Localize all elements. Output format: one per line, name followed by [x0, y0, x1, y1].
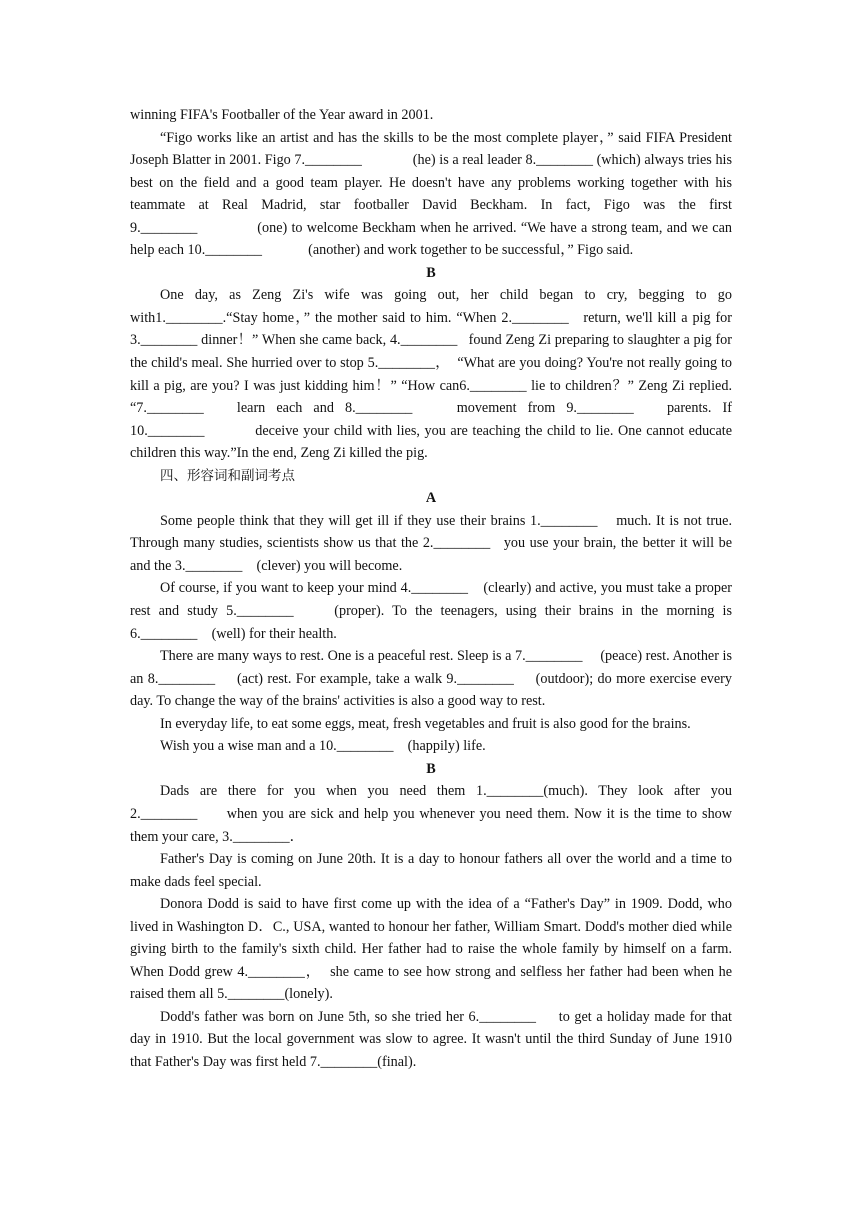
paragraph-fathers-day-3: Dodd's father was born on June 5th, so she tried her 6.________ to get a holiday made for that day in 1910. But the local government was slow to agree. It wasn't until the third Sunday of June 1910 that Father's Day was first held 7.________(final). [130, 1008, 732, 1070]
paragraph-zeng-zi: One day, as Zeng Zi's wife was going out, her child began to cry, begging to go with1.________.“Stay home，” the mother said to him. “When 2.________ return, we'll kill a pig for 3.________ dinner！” When she came back, 4.________ found Zeng Zi preparing to slaughter a pig for the child's meal. She hurried over to stop 5.________， “What are you doing? You're not really going to kill a pig, are you? I was just kidding him！” “How can6.________ lie to children？” Zeng Zi replied. “7.________ learn each and 8.________ movement from 9.________ parents. If 10.________ deceive your child with lies, you are teaching the child to lie. One cannot educate children this way.”In the end, Zeng Zi killed the pig. [130, 287, 732, 462]
heading-passage-b-2: B [426, 760, 436, 777]
paragraph-figo-quote: “Figo works like an artist and has the skills to be the most complete player，” said FIFA President Joseph Blatter in 2001. Figo 7.________ (he) is a real leader 8.________ (which) always tries his best on the field and a good team player. He doesn't have any problems working together with his teammate at Real Madrid, star footballer David Beckham. In fact, Figo was the first 9.________ (one) to welcome Beckham when he arrived. “We have a strong team, and we can help each 10.________ (another) and work together to be successful，” Figo said. [130, 129, 732, 259]
paragraph-brains-3: There are many ways to rest. One is a peaceful rest. Sleep is a 7.________ (peace) rest. Another is an 8.________ (act) rest. For example, take a walk 9.________ (outdoor); do more exercise every day. To change the way of the brains' activities is also a good way to rest. [130, 648, 732, 710]
paragraph-brains-5: Wish you a wise man and a 10.________ (happily) life. [160, 738, 486, 755]
paragraph-brains-4: In everyday life, to eat some eggs, meat, fresh vegetables and fruit is also good for the brains. [160, 715, 691, 732]
paragraph-brains-1: Some people think that they will get ill if they use their brains 1.________ much. It is not true. Through many studies, scientists show us that the 2.________ you use your brain, the better it will be and the 3.________ (clever) you will become. [130, 512, 732, 574]
paragraph-figo-intro-end: winning FIFA's Footballer of the Year award in 2001. [130, 107, 434, 123]
paragraph-fathers-day-1: Father's Day is coming on June 20th. It is a day to honour fathers all over the world and a time to make dads feel special. [130, 851, 732, 890]
heading-passage-a: A [425, 490, 437, 507]
section-title-adjectives-adverbs: 四、形容词和副词考点 [160, 467, 295, 484]
paragraph-fathers-day-2: Donora Dodd is said to have first come up with the idea of a “Father's Day” in 1909. Dodd, who lived in Washington D．C., USA, wanted to honour her father, William Smart. Dodd's mother died while giving birth to the family's sixth child. Her father had to raise the whole family by himself on a farm. When Dodd grew 4.________， she came to see how strong and selfless her father had been when he raised them all 5.________(lonely). [130, 896, 732, 1003]
heading-passage-b: B [426, 264, 436, 281]
paragraph-dads-1: Dads are there for you when you need them 1.________(much). They look after you 2.________ when you are sick and help you whenever you need them. Now it is the time to show them your care, 3.________． [130, 783, 732, 845]
paragraph-brains-2: Of course, if you want to keep your mind 4.________ (clearly) and active, you must take a proper rest and study 5.________ (proper). To the teenagers, using their brains in the morning is 6.________ (well) for their health. [130, 580, 732, 642]
document-page [130, 104, 732, 1074]
